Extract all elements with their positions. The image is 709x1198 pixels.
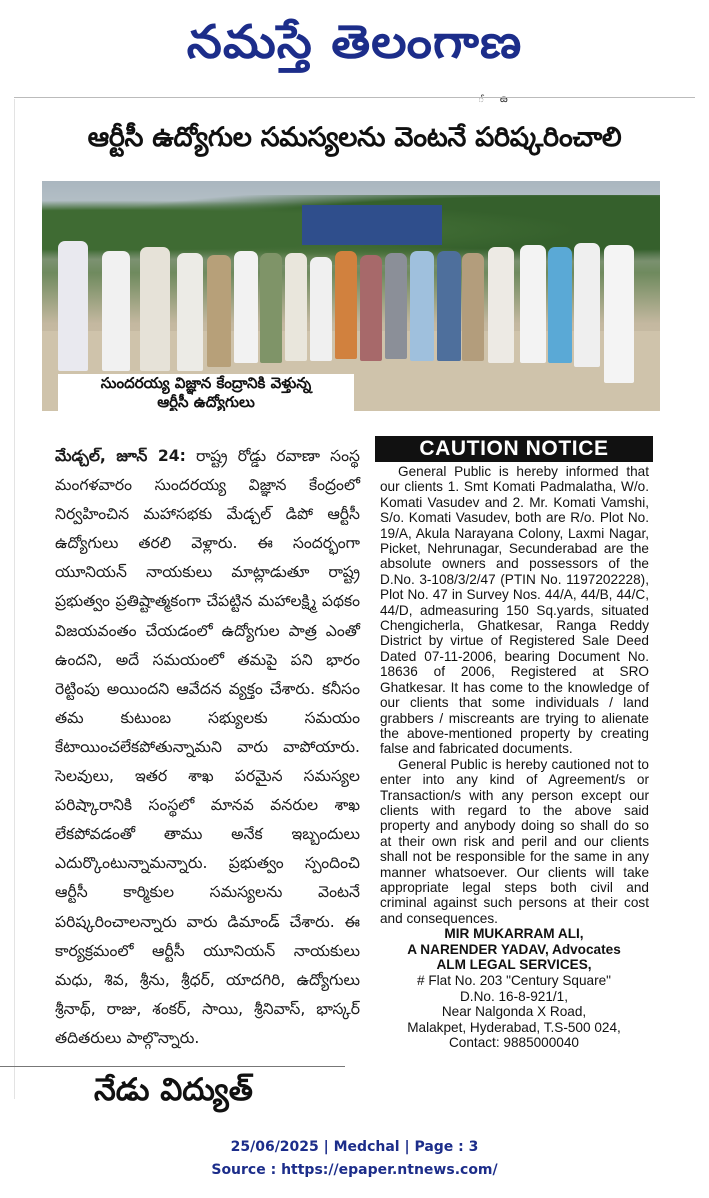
caution-paragraph-1: General Public is hereby informed that our clients 1. Smt Komati Padmalatha, W/o. Komati Vasudev and 2. Mr. Komati Vamshi, S/o. Komati Vasudev, both are R/o. Plot No. 19/A, Akula Narayana Colony, Laxmi Nagar, Picket, Nehrunagar, Secunderabad are the absolute owners and possessors of the D.No. 3-108/3/2/47 (PTIN No. 1197202228), Plot No. 47 in Survey Nos. 44/A, 44/B, 44/C, 44/D, admeasuring 150 Sq.yards, situated Chengicherla, Ghatkesar, Ranga Reddy District by virtue of Registered Sale Deed Dated 07-11-2006, bearing Document No. 18636 of 2006, Registered at SRO Ghatkesar. It has come to the knowledge of our clients that some individuals / land grabbers / miscreants are trying to alienate the above-mentioned property by creating false and fabricated documents.	[380, 464, 649, 757]
signature-name-2: A NARENDER YADAV, Advocates	[407, 941, 621, 957]
footer-source-line: Source : https://epaper.ntnews.com/	[211, 1162, 498, 1178]
page-mark: ౕ ౚ	[478, 92, 514, 105]
signature-address-2: D.No. 16-8-921/1,	[459, 988, 569, 1004]
photo-caption-line1: సుందరయ్య విజ్ఞాన కేంద్రానికి వెళ్తున్న	[100, 374, 312, 392]
photo-building	[302, 205, 442, 245]
signature-contact: Contact: 9885000040	[448, 1035, 579, 1051]
caution-notice-title: CAUTION NOTICE	[375, 436, 653, 462]
signature-name-1: MIR MUKARRAM ALI,	[444, 926, 584, 942]
caution-notice-ad	[375, 436, 653, 1116]
photo-caption	[58, 374, 354, 411]
caution-signature	[375, 926, 653, 1051]
signature-address-1: # Flat No. 203 "Century Square"	[416, 972, 612, 988]
left-column-rule	[14, 99, 15, 1099]
signature-address-3: Near Nalgonda X Road,	[441, 1004, 587, 1020]
masthead-logo: నమస్తే తెలంగాణ	[186, 15, 523, 69]
article-body-column	[55, 442, 360, 1062]
caution-notice-body	[375, 462, 653, 926]
photo-caption-line2: ఆర్టీసీ ఉద్యోగులు	[157, 393, 255, 411]
article-headline: ఆర్టీసీ ఉద్యోగుల సమస్యలను వెంటనే పరిష్కరించాలి	[87, 122, 622, 153]
caution-paragraph-2: General Public is hereby cautioned not to enter into any kind of Agreement/s or Transaction/s with any person except our clients with regard to the above said property and anybody doing so shall do so at their own risk and peril and our clients shall not be responsible for the same in any manner whatsoever. Our clients will take appropriate legal steps both civil and criminal against such persons at their cost and consequences.	[380, 756, 649, 926]
signature-address-4: Malakpet, Hyderabad, T.S-500 024,	[407, 1019, 621, 1035]
next-article-headline: నేడు విద్యుత్	[94, 1072, 253, 1108]
footer-date-line: 25/06/2025 | Medchal | Page : 3	[230, 1139, 479, 1155]
article-dateline: మేడ్చల్, జూన్ 24:	[55, 447, 186, 465]
top-rule	[14, 97, 695, 98]
page-footer	[0, 1136, 709, 1182]
signature-firm: ALM LEGAL SERVICES,	[436, 957, 592, 973]
news-photo	[42, 181, 660, 411]
left-section-divider	[0, 1066, 345, 1067]
article-body: రాష్ట్ర రోడ్డు రవాణా సంస్థ మంగళవారం సుందరయ్య విజ్ఞాన కేంద్రంలో నిర్వహించిన మహాసభకు మేడ్చల్ డిపో ఆర్టీసీ ఉద్యోగులు తరలి వెళ్లారు. ఈ సందర్భంగా యూనియన్ నాయకులు మాట్లాడుతూ రాష్ట్ర ప్రభుత్వం ప్రతిష్టాత్మకంగా చేపట్టిన మహాలక్ష్మి పథకం విజయవంతం చేయడంలో ఉద్యోగుల పాత్ర ఎంతో ఉందని, అదే సమయంలో తమపై పని భారం రెట్టింపు అయిందని ఆవేదన వ్యక్తం చేశారు. కనీసం తమ కుటుంబ సభ్యులకు సమయం కేటాయించలేకపోతున్నామని వారు వాపోయారు. సెలవులు, ఇతర శాఖ పరమైన సమస్యల పరిష్కారానికి సంస్థలో మానవ వనరుల శాఖ లేకపోవడంతో తాము అనేక ఇబ్బందులు ఎదుర్కొంటున్నామన్నారు. ప్రభుత్వం స్పందించి ఆర్టీసీ కార్మికుల సమస్యలను వెంటనే పరిష్కరించాలన్నారు వారు డిమాండ్ చేశారు. ఈ కార్యక్రమంలో ఆర్టీసీ యూనియన్ నాయకులు మధు, శివ, శ్రీను, శ్రీధర్, యాదగిరి, ఉద్యోగులు శ్రీనాథ్, రాజు, శంకర్, సాయి, శ్రీనివాస్, భాస్కర్ తదితరులు పాల్గొన్నారు.	[55, 447, 360, 1047]
